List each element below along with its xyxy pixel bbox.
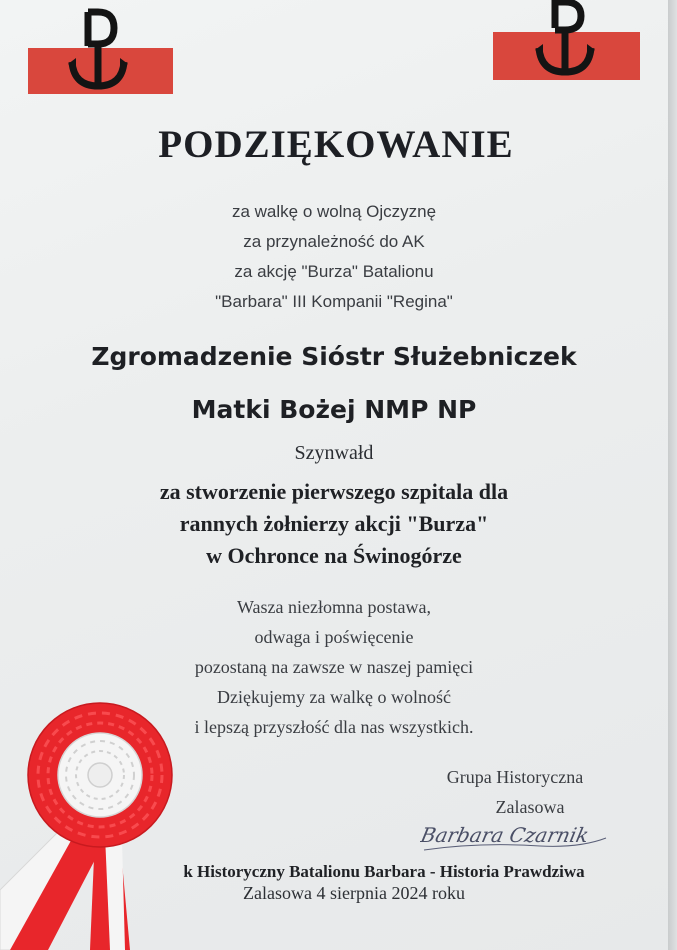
recipient-place: Szynwałd: [294, 442, 374, 464]
svg-text:Barbara Czarnik: Barbara Czarnik: [420, 823, 592, 847]
message-line: odwaga i poświęcenie: [254, 627, 414, 647]
kotwica-anchor-emblem-icon: [28, 6, 173, 98]
message-line: Wasza niezłomna postawa,: [237, 597, 431, 617]
handwritten-signature: [420, 812, 610, 859]
recipient-name-line2: Matki Bożej NMP NP: [191, 395, 477, 424]
footer-date: Zalasowa 4 sierpnia 2024 roku: [243, 883, 465, 903]
left-kotwica-emblem: [28, 6, 173, 98]
message-line: pozostaną na zawsze w naszej pamięci: [194, 657, 474, 677]
reason-line: rannych żołnierzy akcji "Burza": [179, 511, 489, 536]
intro-line: za walkę o wolną Ojczyznę: [231, 202, 437, 221]
right-kotwica-emblem: [493, 0, 640, 82]
kotwica-anchor-emblem-icon: [493, 0, 640, 82]
reason-line: w Ochronce na Świnogórze: [206, 543, 462, 568]
sheet-edge: [668, 0, 677, 950]
recipient-name-line1: Zgromadzenie Sióstr Służebniczek: [91, 342, 577, 371]
page-title: PODZIĘKOWANIE: [158, 123, 514, 166]
reason-line: za stworzenie pierwszego szpitala dla: [159, 479, 509, 504]
message-line: Dziękujemy za walkę o wolność: [217, 687, 451, 707]
signatory-line1: Grupa Historyczna: [446, 767, 584, 787]
polish-cockade-rosette-icon: [0, 700, 190, 950]
intro-line: "Barbara" III Kompanii "Regina": [215, 292, 453, 311]
intro-line: za akcję "Burza" Batalionu: [234, 262, 434, 281]
message-line: i lepszą przyszłość dla nas wszystkich.: [194, 717, 474, 737]
intro-line: za przynależność do AK: [243, 232, 425, 251]
footer-organization: k Historyczny Batalionu Barbara - Historia Prawdziwa: [183, 862, 585, 881]
signatory-line2: Zalasowa: [495, 797, 565, 817]
